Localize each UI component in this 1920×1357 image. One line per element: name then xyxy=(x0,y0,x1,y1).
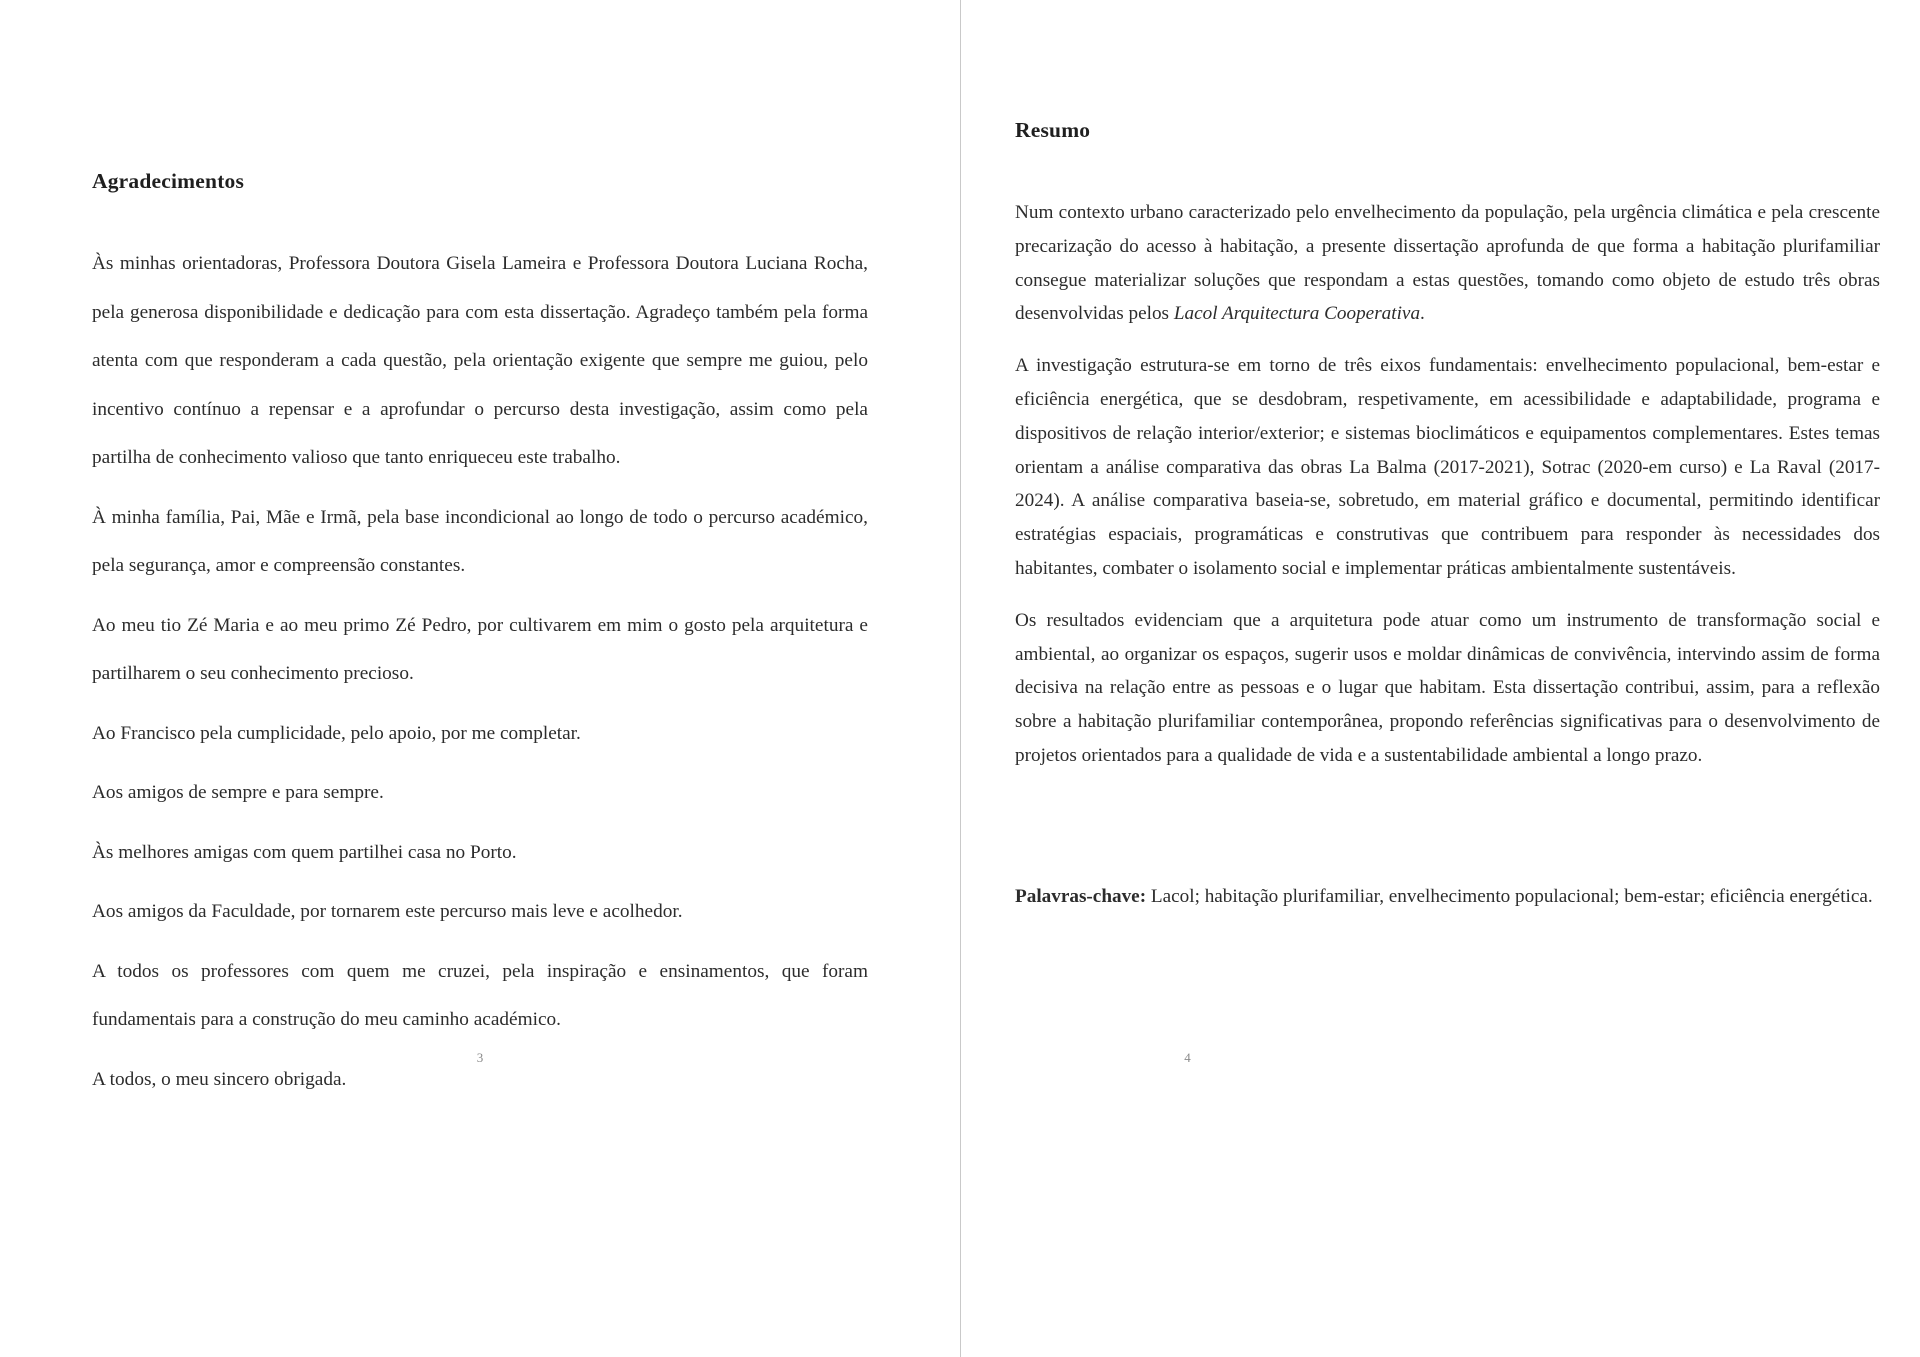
text-run: Num contexto urbano caracterizado pelo envelhecimento da população, pela urgência climática e pela crescente precarização do acesso à habitação, a presente dissertação aprofunda de que forma a habitação plurifamiliar consegue materializar soluções que respondam a estas questões, tomando como objeto de estudo três obras desenvolvidas pelos xyxy=(1015,202,1880,325)
text-run: Os resultados evidenciam que a arquitetura pode atuar como um instrumento de transformação social e ambiental, ao organizar os espaços, sugerir usos e moldar dinâmicas de convivência, intervindo assim de forma decisiva na relação entre as pessoas e o lugar que habitam. Esta dissertação contribui, assim, para a reflexão sobre a habitação plurifamiliar contemporânea, propondo referências significativas para o desenvolvimento de projetos orientados para a qualidade de vida e a sustentabilidade ambiental a longo prazo. xyxy=(1015,609,1880,766)
page-title-agradecimentos: Agradecimentos xyxy=(92,169,245,193)
paragraph xyxy=(1015,349,1880,586)
keywords-label: Palavras-chave: xyxy=(1015,885,1147,907)
paragraph: A todos os professores com quem me cruzei, pela inspiração e ensinamentos, que foram fundamentais para a construção do meu caminho académico. xyxy=(92,960,868,1030)
page-number-left: 3 xyxy=(476,1050,484,1065)
page-right xyxy=(960,0,1920,1357)
paragraph: À minha família, Pai, Mãe e Irmã, pela base incondicional ao longo de todo o percurso académico, pela segurança, amor e compreensão constantes. xyxy=(92,506,868,576)
paragraph: Aos amigos de sempre e para sempre. xyxy=(92,782,384,803)
paragraph: Às melhores amigas com quem partilhei casa no Porto. xyxy=(92,841,517,863)
italic-run: Lacol Arquitectura Cooperativa xyxy=(1173,303,1421,325)
page-number-right: 4 xyxy=(1184,1050,1191,1065)
keywords-block xyxy=(1015,880,1880,914)
paragraph xyxy=(1015,604,1880,773)
paragraph: Ao Francisco pela cumplicidade, pelo apoio, por me completar. xyxy=(92,722,581,744)
paragraph: Às minhas orientadoras, Professora Doutora Gisela Lameira e Professora Doutora Luciana Rocha, pela generosa disponibilidade e dedicação para com esta dissertação. Agradeço também pela forma atenta com que responderam a cada questão, pela orientação exigente que sempre me guiou, pelo incentivo contínuo a repensar e a aprofundar o percurso desta investigação, assim como pela partilha de conhecimento valioso que tanto enriqueceu este trabalho. xyxy=(92,253,868,468)
paragraph xyxy=(1015,196,1880,331)
paragraph: A todos, o meu sincero obrigada. xyxy=(92,1068,347,1090)
paragraph: Aos amigos da Faculdade, por tornarem este percurso mais leve e acolhedor. xyxy=(92,901,683,922)
page-right-content xyxy=(1015,0,1880,1357)
keywords-value: Lacol; habitação plurifamiliar, envelhecimento populacional; bem-estar; eficiência energética. xyxy=(1146,885,1873,907)
page-title-resumo: Resumo xyxy=(1015,118,1091,142)
page-left-content xyxy=(92,0,868,1357)
text-run: A investigação estrutura-se em torno de três eixos fundamentais: envelhecimento populacional, bem-estar e eficiência energética, que se desdobram, respetivamente, em acessibilidade e adaptabilidade, programa e dispositivos de relação interior/exterior; e sistemas bioclimáticos e equipamentos complementares. Estes temas orientam a análise comparativa das obras La Balma (2017-2021), Sotrac (2020-em curso) e La Raval (2017-2024). A análise comparativa baseia-se, sobretudo, em material gráfico e documental, permitindo identificar estratégias espaciais, programáticas e construtivas que contribuem para responder às necessidades dos habitantes, combater o isolamento social e implementar práticas ambientalmente sustentáveis. xyxy=(1015,355,1880,579)
agradecimentos-body xyxy=(92,194,868,1104)
text-run: . xyxy=(1420,303,1425,325)
resumo-body xyxy=(1015,143,1880,773)
paragraph: Ao meu tio Zé Maria e ao meu primo Zé Pedro, por cultivarem em mim o gosto pela arquitetura e partilharem o seu conhecimento precioso. xyxy=(92,614,868,684)
